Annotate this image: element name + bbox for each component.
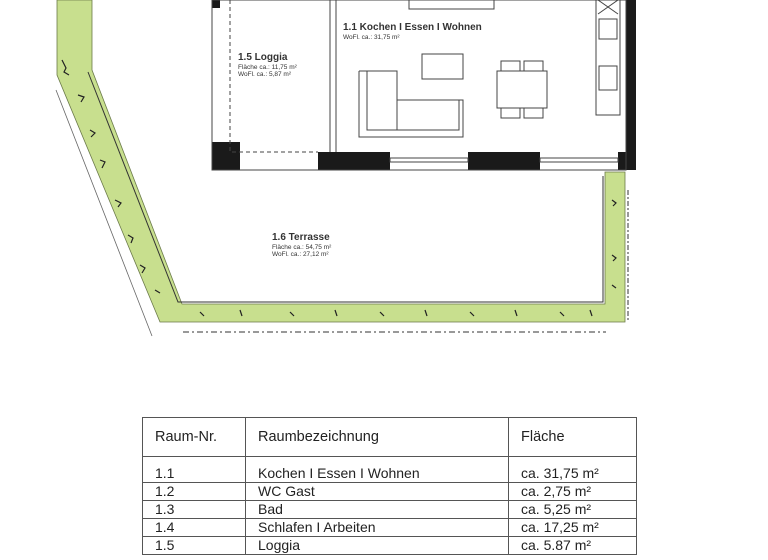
cell-room-name: Loggia — [246, 537, 509, 555]
room-title: 1.6 Terrasse — [272, 232, 330, 243]
cell-area: ca. 31,75 m² — [509, 465, 637, 483]
cell-room-name: Bad — [246, 501, 509, 519]
header-room-name: Raumbezeichnung — [246, 418, 509, 457]
cell-area: ca. 2,75 m² — [509, 483, 637, 501]
cell-area: ca. 5,25 m² — [509, 501, 637, 519]
room-area: Fläche ca.: 54,75 m² — [272, 243, 332, 251]
table-row — [143, 465, 637, 483]
cell-room-number: 1.2 — [143, 483, 246, 501]
table-row — [143, 483, 637, 501]
cell-room-number: 1.1 — [143, 465, 246, 483]
table-row — [143, 537, 637, 555]
room-label-1-5 — [238, 52, 297, 78]
table-row — [143, 519, 637, 537]
table-row — [143, 501, 637, 519]
room-living-area: WoFl. ca.: 31,75 m² — [343, 33, 400, 41]
room-living-area: WoFl. ca.: 27,12 m² — [272, 250, 329, 258]
room-label-1-6 — [272, 232, 331, 258]
cell-area: ca. 5.87 m² — [509, 537, 637, 555]
header-area: Fläche — [509, 418, 637, 457]
cell-room-name: WC Gast — [246, 483, 509, 501]
table-spacer — [143, 457, 637, 466]
cell-room-number: 1.4 — [143, 519, 246, 537]
cell-room-number: 1.3 — [143, 501, 246, 519]
cell-area: ca. 17,25 m² — [509, 519, 637, 537]
room-title: 1.5 Loggia — [238, 52, 288, 63]
table-header-row — [143, 418, 637, 457]
room-area: Fläche ca.: 11,75 m² — [238, 63, 297, 71]
room-living-area: WoFl. ca.: 5,87 m² — [238, 70, 291, 78]
cell-room-number: 1.5 — [143, 537, 246, 555]
room-table — [142, 417, 637, 555]
cell-room-name: Kochen I Essen I Wohnen — [246, 465, 509, 483]
cell-room-name: Schlafen I Arbeiten — [246, 519, 509, 537]
room-title: 1.1 Kochen I Essen I Wohnen — [343, 22, 482, 33]
room-label-1-1 — [343, 22, 482, 41]
header-room-number: Raum-Nr. — [143, 418, 246, 457]
